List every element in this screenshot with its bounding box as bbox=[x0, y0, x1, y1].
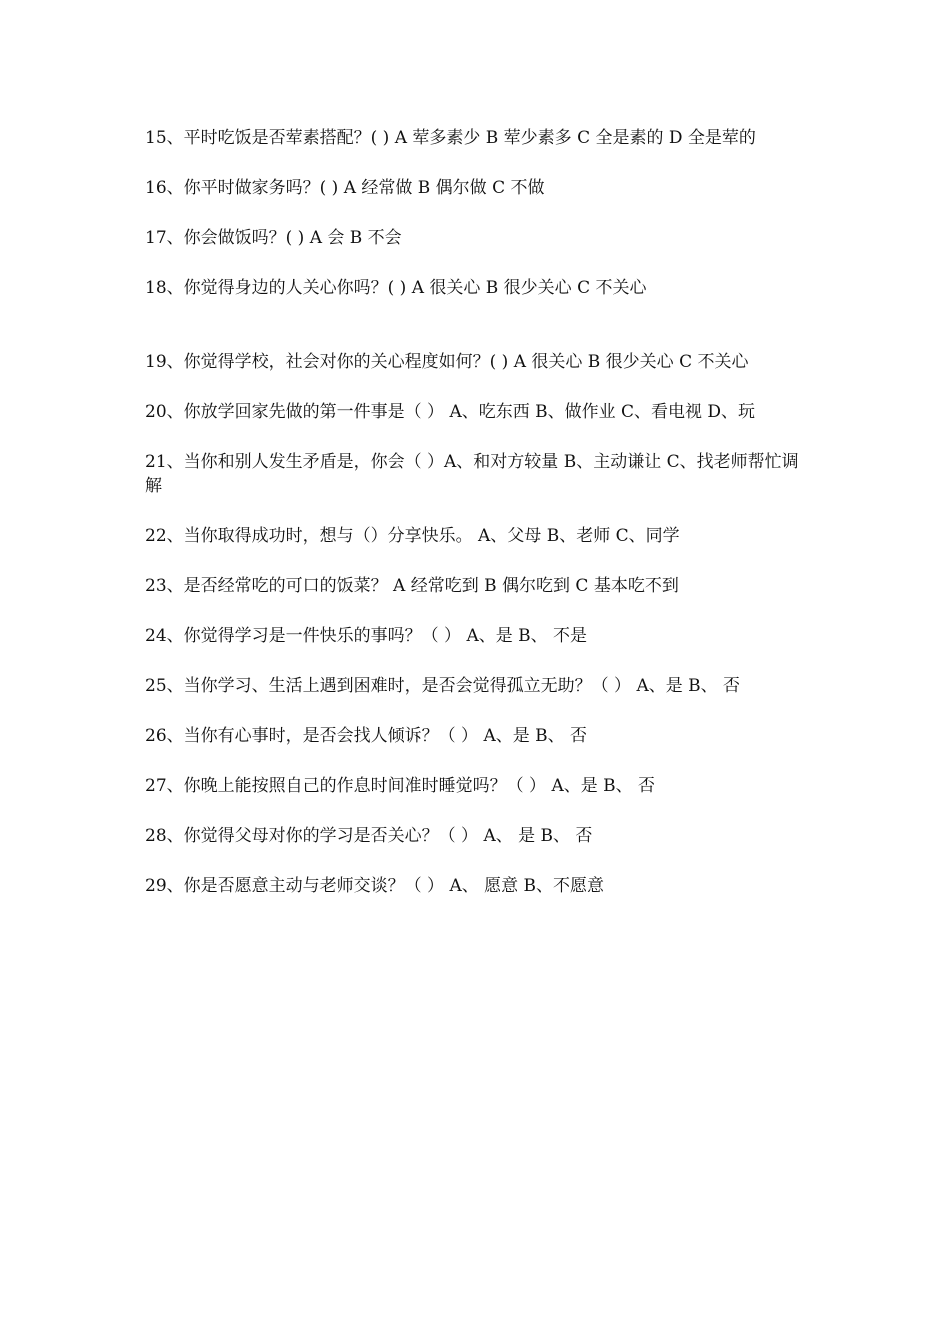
question-16: 16、你平时做家务吗？( ) A 经常做 B 偶尔做 C 不做 bbox=[145, 178, 545, 198]
question-15: 15、平时吃饭是否荤素搭配？( ) A 荤多素少 B 荤少素多 C 全是素的 D 全是荤的 bbox=[145, 128, 756, 148]
question-list bbox=[145, 126, 815, 924]
question-23: 23、是否经常吃的可口的饭菜？ A 经常吃到 B 偶尔吃到 C 基本吃不到 bbox=[145, 576, 679, 596]
question-20: 20、你放学回家先做的第一件事是（ ） A、吃东西 B、做作业 C、看电视 D、玩 bbox=[145, 402, 756, 422]
question-19: 19、你觉得学校，社会对你的关心程度如何？( ) A 很关心 B 很少关心 C 不关心 bbox=[145, 352, 749, 372]
question-22: 22、当你取得成功时，想与（）分享快乐。 A、父母 B、老师 C、同学 bbox=[145, 526, 680, 546]
question-18: 18、你觉得身边的人关心你吗？( ) A 很关心 B 很少关心 C 不关心 bbox=[145, 278, 647, 298]
question-17: 17、你会做饭吗？( ) A 会 B 不会 bbox=[145, 228, 402, 248]
question-26: 26、当你有心事时，是否会找人倾诉？（ ） A、是 B、 否 bbox=[145, 726, 588, 746]
question-21: 21、当你和别人发生矛盾是，你会（ ）A、和对方较量 B、主动谦让 C、找老师帮忙调解 bbox=[145, 452, 799, 496]
question-27: 27、你晚上能按照自己的作息时间准时睡觉吗？（ ） A、是 B、 否 bbox=[145, 776, 656, 796]
question-25: 25、当你学习、生活上遇到困难时，是否会觉得孤立无助？（ ） A、是 B、 否 bbox=[145, 676, 741, 696]
question-28: 28、你觉得父母对你的学习是否关心？（ ） A、 是 B、 否 bbox=[145, 826, 593, 846]
question-29: 29、你是否愿意主动与老师交谈？（ ） A、 愿意 B、不愿意 bbox=[145, 876, 605, 896]
question-24: 24、你觉得学习是一件快乐的事吗？（ ） A、是 B、 不是 bbox=[145, 626, 588, 646]
